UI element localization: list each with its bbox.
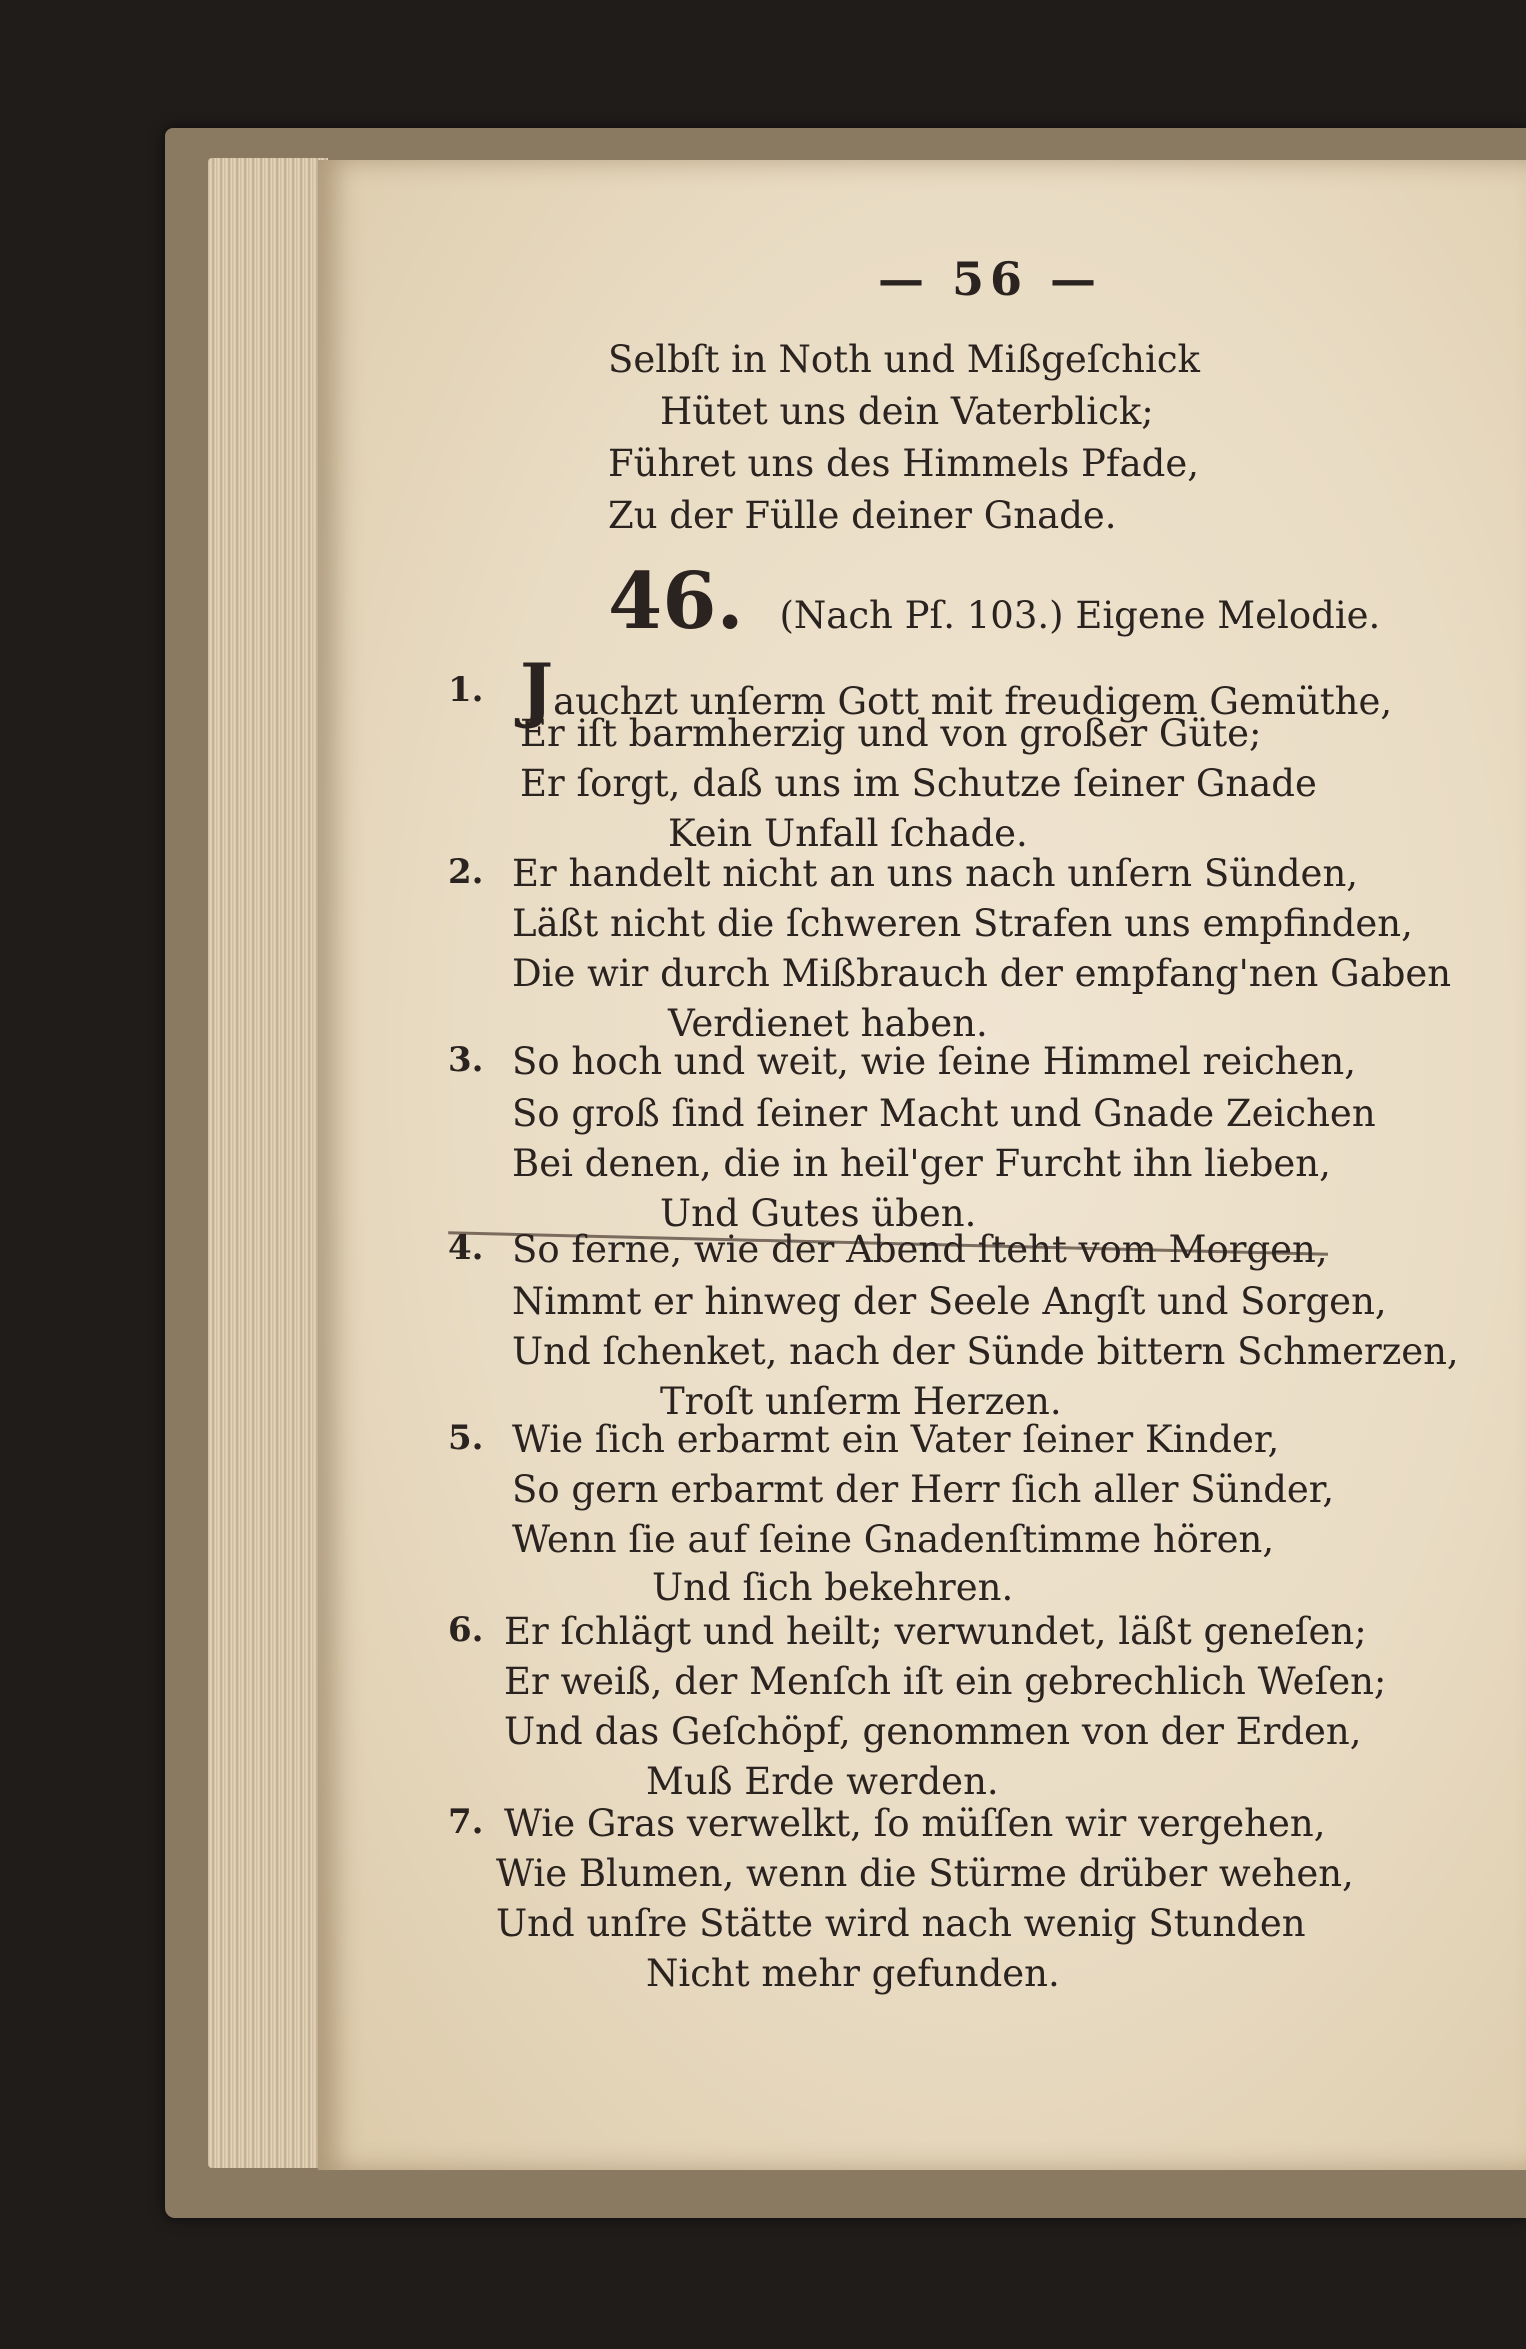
verse-line-text: auchzt unſerm Gott mit freudigem Gemüthe, <box>553 680 1393 723</box>
page-number: — 56 — <box>877 252 1103 306</box>
verse-number: 2. <box>448 852 484 892</box>
verse-line: So ferne, wie der Abend ſteht vom Morgen, <box>512 1228 1328 1271</box>
verse-line: Bei denen, die in heil'ger Furcht ihn lieben, <box>512 1142 1331 1185</box>
drop-cap: J <box>520 648 554 731</box>
verse-line: Und unſre Stätte wird nach wenig Stunden <box>496 1902 1306 1945</box>
hymn-number: 46. <box>608 556 744 647</box>
verse-line: Und ſich bekehren. <box>652 1566 1014 1609</box>
verse-line: Verdienet haben. <box>668 1002 988 1045</box>
verse-line: Kein Unfall ſchade. <box>668 812 1028 855</box>
hymn-melody-note: (Nach Pſ. 103.) Eigene Melodie. <box>779 594 1381 637</box>
verse-line: Wenn ſie auf ſeine Gnadenſtimme hören, <box>512 1518 1275 1561</box>
prev-hymn-line: Führet uns des Himmels Pfade, <box>608 442 1200 485</box>
verse-line: Er ſorgt, daß uns im Schutze ſeiner Gnade <box>520 762 1317 805</box>
verse-line: Wie Blumen, wenn die Stürme drüber wehen, <box>496 1852 1354 1895</box>
verse-line: Nimmt er hinweg der Seele Angſt und Sorgen, <box>512 1280 1387 1323</box>
verse-line: Er ſchlägt und heilt; verwundet, läßt geneſen; <box>504 1610 1367 1653</box>
verse-line: Und Gutes üben. <box>660 1192 977 1235</box>
verse-line: Die wir durch Mißbrauch der empfang'nen Gaben <box>512 952 1452 995</box>
prev-hymn-line: Hütet uns dein Vaterblick; <box>660 390 1154 433</box>
verse-number: 1. <box>448 670 484 710</box>
verse-line: Wie Gras verwelkt, ſo müſſen wir vergehen, <box>504 1802 1326 1845</box>
verse-line: Und das Geſchöpf, genommen von der Erden, <box>504 1710 1362 1753</box>
verse-line: So groß ſind ſeiner Macht und Gnade Zeichen <box>512 1092 1376 1135</box>
verse-line: So gern erbarmt der Herr ſich aller Sünder, <box>512 1468 1335 1511</box>
verse-line: Und ſchenket, nach der Sünde bittern Schmerzen, <box>512 1330 1459 1373</box>
verse-line: Er iſt barmherzig und von großer Güte; <box>520 712 1262 755</box>
prev-hymn-line: Selbſt in Noth und Mißgeſchick <box>608 338 1200 381</box>
verse-number: 6. <box>448 1610 484 1650</box>
hymn-heading <box>608 556 1380 647</box>
verse-line: So hoch und weit, wie ſeine Himmel reichen, <box>512 1040 1356 1083</box>
verse-number: 7. <box>448 1802 484 1842</box>
verse-number: 3. <box>448 1040 484 1080</box>
verse-line: Nicht mehr gefunden. <box>646 1952 1060 1995</box>
verse-number: 4. <box>448 1228 484 1268</box>
verse-line: Wie ſich erbarmt ein Vater ſeiner Kinder, <box>512 1418 1280 1461</box>
verse-line: Er handelt nicht an uns nach unſern Sünden, <box>512 852 1359 895</box>
prev-hymn-line: Zu der Fülle deiner Gnade. <box>608 494 1117 537</box>
verse-line: Troſt unſerm Herzen. <box>660 1380 1062 1423</box>
verse-line: Er weiß, der Menſch iſt ein gebrechlich Weſen; <box>504 1660 1387 1703</box>
verse-number: 5. <box>448 1418 484 1458</box>
verse-line: Muß Erde werden. <box>646 1760 999 1803</box>
page-edges <box>208 158 328 2168</box>
verse-line: Läßt nicht die ſchweren Strafen uns empfinden, <box>512 902 1413 945</box>
